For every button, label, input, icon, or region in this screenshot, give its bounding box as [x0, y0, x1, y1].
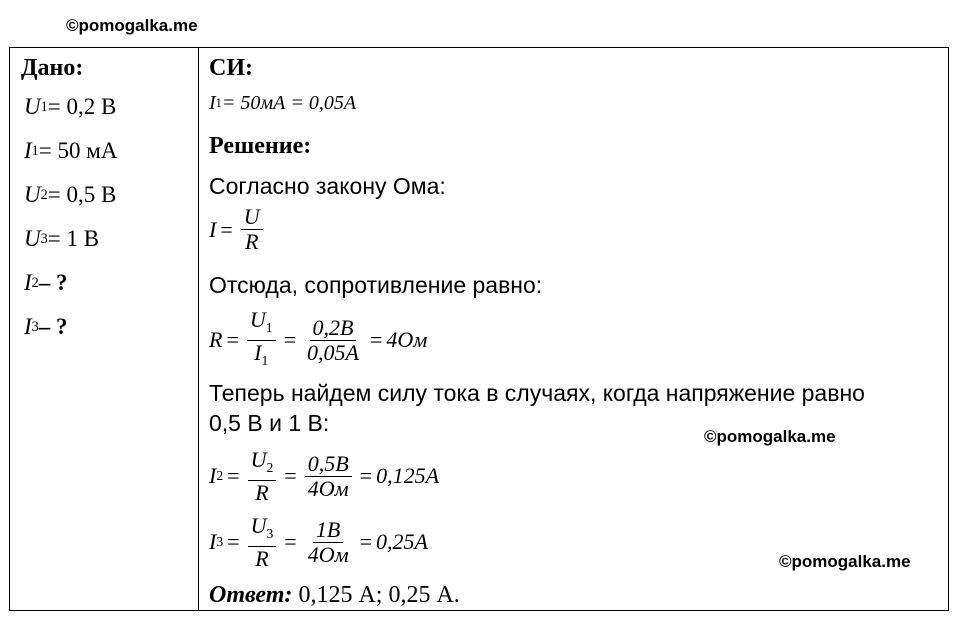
resistance-text: Отсюда, сопротивление равно:: [209, 272, 543, 298]
current-formula-3: I 3 = $\frac{U_3}{R}$ = $\frac{1В}{4Ом}$ = 0,25А: [209, 513, 428, 571]
given-item: U 2 = 0,5 В: [24, 182, 117, 207]
watermark: ©pomogalka.me: [66, 16, 198, 35]
watermark: ©pomogalka.me: [704, 427, 836, 446]
si-heading: СИ:: [209, 55, 253, 81]
si-line: I 1 = 50мА = 0,05А: [209, 92, 357, 114]
given-item: I 3 – ?: [24, 314, 68, 339]
given-item: I 2 – ?: [24, 270, 68, 295]
given-list: [24, 85, 198, 349]
ohm-law-formula: I = $\frac{U}{R}$: [209, 205, 267, 254]
given-column: [10, 48, 199, 611]
current-formula-2: I 2 = $\frac{U_2}{R}$ = $\frac{0,5В}{4Ом}$ = 0,125А: [209, 447, 440, 505]
fraction: $\frac{U_1}{I_1}$: [247, 308, 276, 373]
fraction: $\frac{0,2В}{0,05А}$: [307, 314, 359, 365]
given-item: I 1 = 50 мА: [24, 138, 118, 163]
watermark: ©pomogalka.me: [779, 552, 911, 571]
fraction: $\frac{0,5В}{4Ом}$: [305, 452, 352, 501]
ohm-law-text: Согласно закону Ома:: [209, 173, 446, 199]
fraction: $\frac{1В}{4Ом}$: [307, 516, 349, 567]
resistance-formula: R = $\frac{U_1}{I_1}$ = $\frac{0,2В}{0,05А}$ = 4Ом: [209, 308, 427, 373]
answer-line: Ответ: 0,125 А; 0,25 А.: [209, 582, 460, 608]
given-item: U 1 = 0,2 В: [24, 94, 117, 119]
current-text: Теперь найдем силу тока в случаях, когда напряжение равно 0,5 В и 1 В:: [209, 380, 865, 436]
given-item: U 3 = 1 В: [24, 226, 100, 251]
solution-column: [199, 48, 949, 611]
fraction: $\frac{U_3}{R}$: [248, 514, 277, 571]
fraction: $\frac{U_2}{R}$: [248, 448, 277, 505]
solution-heading: Решение:: [209, 133, 312, 159]
fraction: $\frac{U}{R}$: [241, 205, 263, 254]
solution-table: [9, 47, 949, 611]
given-heading: Дано:: [21, 55, 84, 81]
